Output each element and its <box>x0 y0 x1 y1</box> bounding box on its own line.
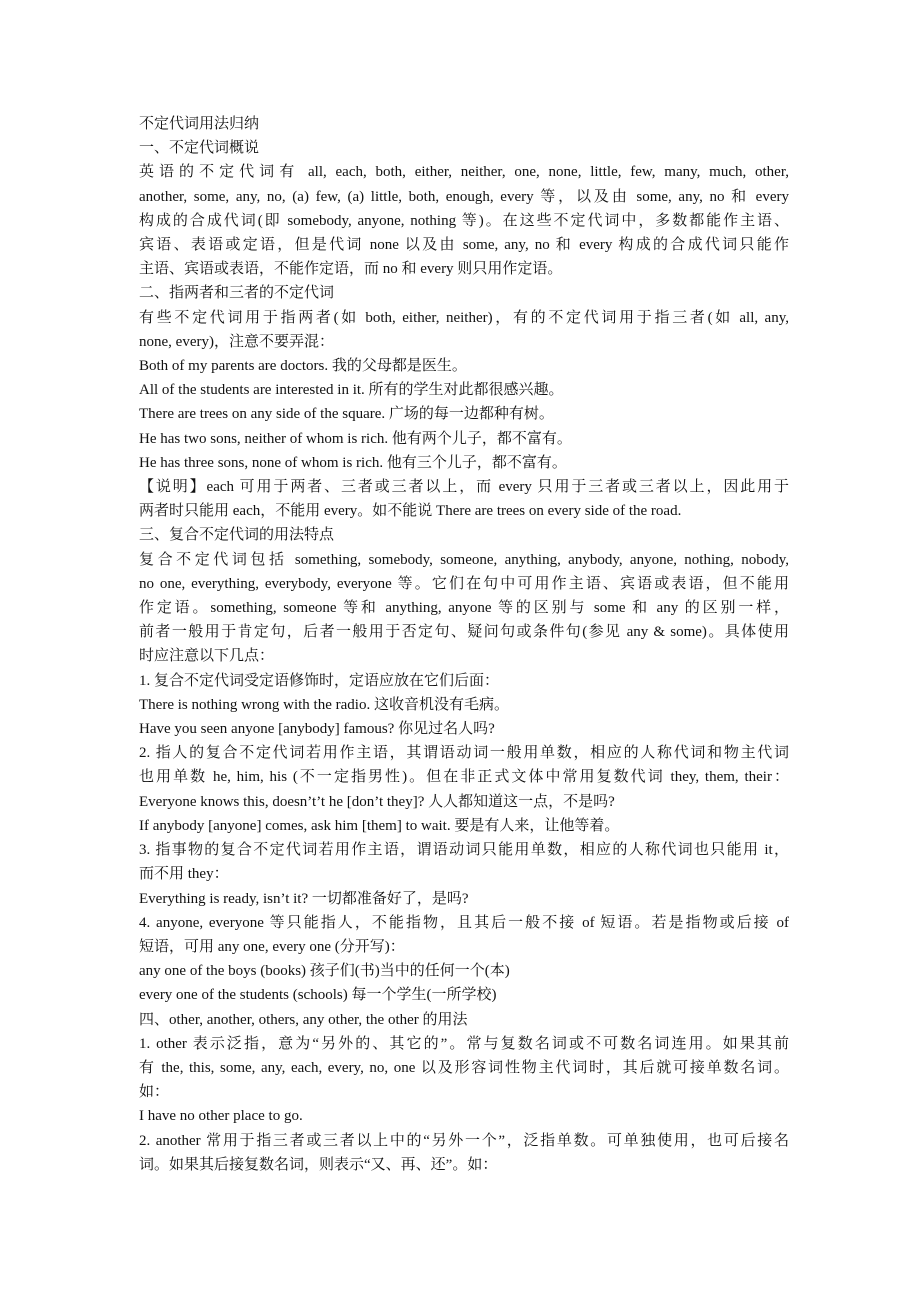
text-line: 4. anyone, everyone 等只能指人，不能指物，且其后一般不接 of 短语。若是指物或后接 of <box>139 914 789 931</box>
text-line: 短语，可用 any one, every one (分开写)： <box>139 938 405 955</box>
text-line: 前者一般用于肯定句，后者一般用于否定句、疑问句或条件句(参见 any & some)。具体使用 <box>139 624 789 641</box>
document-body <box>139 136 789 1177</box>
text-line: 一、不定代词概说 <box>139 140 260 157</box>
text-line: He has three sons, none of whom is rich. 他有三个儿子，都不富有。 <box>139 454 567 471</box>
text-line: 三、复合不定代词的用法特点 <box>139 527 335 544</box>
document-page <box>139 112 789 1177</box>
text-line: Everything is ready, isn’t it? 一切都准备好了，是吗? <box>139 890 469 907</box>
text-line: 有些不定代词用于指两者(如 both, either, neither)，有的不定代词用于指三者(如 all, any, <box>139 309 789 326</box>
text-line: If anybody [anyone] comes, ask him [them] to wait. 要是有人来，让他等着。 <box>139 817 620 834</box>
text-line: no one, everything, everybody, everyone 等。它们在句中可用作主语、宾语或表语，但不能用 <box>139 575 789 592</box>
text-line: 作定语。something, someone 等和 anything, anyone 等的区别与 some 和 any 的区别一样， <box>139 600 789 617</box>
text-line: 2. another 常用于指三者或三者以上中的“另外一个”，泛指单数。可单独使用，也可后接名 <box>139 1132 789 1149</box>
text-line: 两者时只能用 each，不能用 every。如不能说 There are trees on every side of the road. <box>139 503 682 520</box>
text-line: 【说明】each 可用于两者、三者或三者以上，而 every 只用于三者或三者以上，因此用于 <box>139 479 789 496</box>
text-line: 英语的不定代词有 all, each, both, either, neither, one, none, little, few, many, much, other, <box>139 164 789 181</box>
text-line: every one of the students (schools) 每一个学生(一所学校) <box>139 987 497 1004</box>
text-line: I have no other place to go. <box>139 1108 303 1125</box>
text-line: 3. 指事物的复合不定代词若用作主语，谓语动词只能用单数，相应的人称代词也只能用 it， <box>139 842 789 859</box>
text-line: 时应注意以下几点： <box>139 648 275 665</box>
text-line: 复合不定代词包括 something, somebody, someone, anything, anybody, anyone, nothing, nobody, <box>139 551 789 568</box>
text-line: 1. 复合不定代词受定语修饰时，定语应放在它们后面： <box>139 672 500 689</box>
text-line: 也用单数 he, him, his (不一定指男性)。但在非正式文体中常用复数代词 they, them, their： <box>139 769 789 786</box>
document-title: 不定代词用法归纳 <box>139 116 260 132</box>
text-line: another, some, any, no, (a) few, (a) little, both, enough, every 等，以及由 some, any, no 和 every <box>139 188 789 205</box>
text-line: All of the students are interested in it. 所有的学生对此都很感兴趣。 <box>139 382 564 399</box>
text-line: none, every)，注意不要弄混： <box>139 333 334 350</box>
text-line: 而不用 they： <box>139 866 229 883</box>
text-line: 如： <box>139 1084 170 1101</box>
text-line: 词。如果其后接复数名词，则表示“又、再、还”。如： <box>139 1156 498 1173</box>
text-line: 构成的合成代词(即 somebody, anyone, nothing 等)。在这些不定代词中，多数都能作主语、 <box>139 212 789 229</box>
text-line: 有 the, this, some, any, each, every, no, one 以及形容词性物主代词时，其后就可接单数名词。 <box>139 1059 789 1076</box>
text-line: Both of my parents are doctors. 我的父母都是医生。 <box>139 358 467 375</box>
text-line: any one of the boys (books) 孩子们(书)当中的任何一个(本) <box>139 963 510 980</box>
text-line: 宾语、表语或定语，但是代词 none 以及由 some, any, no 和 every 构成的合成代词只能作 <box>139 237 789 254</box>
text-line: Have you seen anyone [anybody] famous? 你见过名人吗? <box>139 721 495 738</box>
text-line: He has two sons, neither of whom is rich. 他有两个儿子，都不富有。 <box>139 430 572 447</box>
text-line: Everyone knows this, doesn’t’t he [don’t they]? 人人都知道这一点，不是吗? <box>139 793 615 810</box>
text-line: There are trees on any side of the square. 广场的每一边都种有树。 <box>139 406 554 423</box>
text-line: 1. other 表示泛指，意为“另外的、其它的”。常与复数名词或不可数名词连用。如果其前 <box>139 1035 789 1052</box>
text-line: 2. 指人的复合不定代词若用作主语，其谓语动词一般用单数，相应的人称代词和物主代词 <box>139 745 789 762</box>
text-line: 四、other, another, others, any other, the other 的用法 <box>139 1011 468 1028</box>
text-line: There is nothing wrong with the radio. 这收音机没有毛病。 <box>139 696 509 713</box>
text-line: 主语、宾语或表语，不能作定语，而 no 和 every 则只用作定语。 <box>139 261 563 278</box>
text-line: 二、指两者和三者的不定代词 <box>139 285 335 302</box>
